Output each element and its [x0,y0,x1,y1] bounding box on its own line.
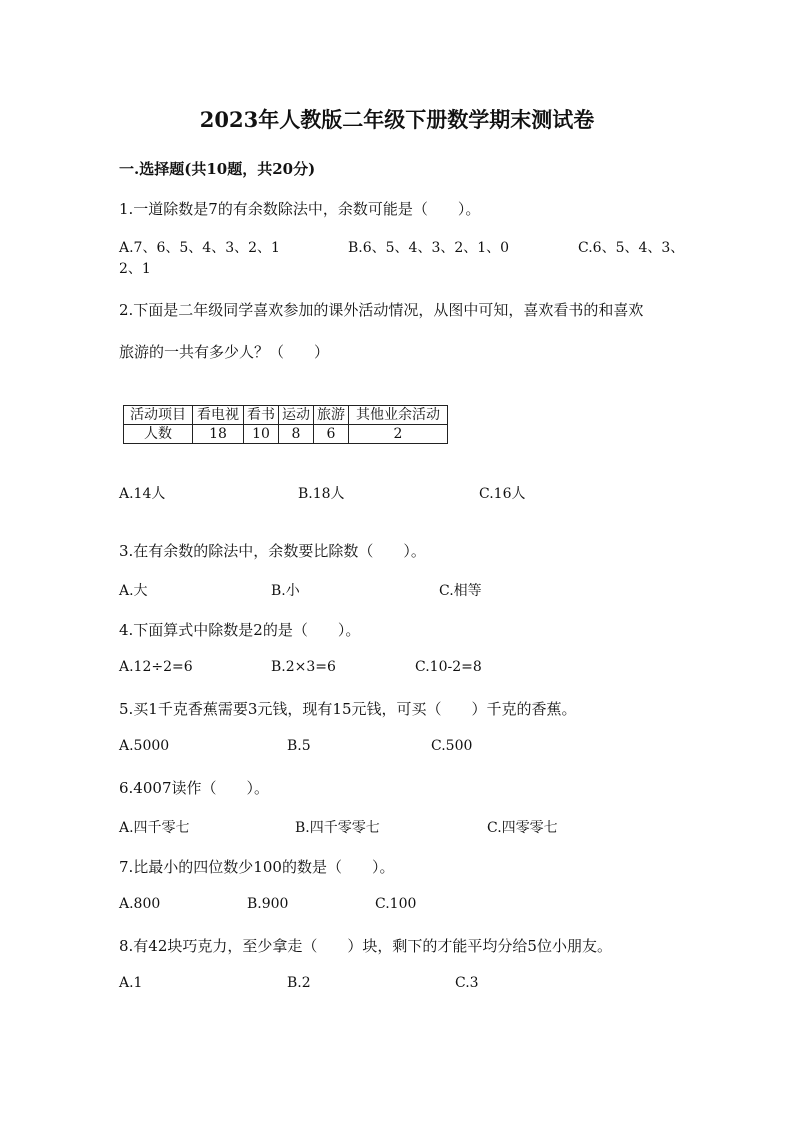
table-header-row [124,406,448,425]
table-cell: 6 [314,425,349,444]
table-header-cell: 看书 [244,406,279,425]
question-2-option-b: B.18人 [298,486,345,502]
question-4-option-b: B.2×3=6 [271,659,336,675]
question-8-option-b: B.2 [287,975,311,991]
question-8: 8.有42块巧克力，至少拿走（ ）块，剩下的才能平均分给5位小朋友。 [119,937,612,955]
question-8-option-c: C.3 [455,975,479,991]
question-7-option-c: C.100 [375,896,417,912]
table-row [124,425,448,444]
question-1: 1.一道除数是7的有余数除法中，余数可能是（ ）。 [119,200,481,218]
question-6-option-c: C.四零零七 [487,820,558,836]
section-heading: 一.选择题(共10题，共20分) [119,160,316,178]
question-7-option-b: B.900 [247,896,289,912]
question-1-option-c-continued: 2、1 [119,261,151,277]
table-cell: 18 [193,425,244,444]
question-2-option-c: C.16人 [479,486,526,502]
table-header-cell: 其他业余活动 [349,406,448,425]
question-3-option-a: A.大 [119,583,148,599]
table-cell: 2 [349,425,448,444]
table-cell: 10 [244,425,279,444]
question-3-option-c: C.相等 [439,583,482,599]
question-7-option-a: A.800 [119,896,161,912]
question-6: 6.4007读作（ ）。 [119,779,269,797]
question-3-option-b: B.小 [271,583,300,599]
question-5-option-c: C.500 [431,738,473,754]
table-header-cell: 看电视 [193,406,244,425]
question-1-option-a: A.7、6、5、4、3、2、1 [119,240,280,256]
question-5-option-b: B.5 [287,738,311,754]
table-header-cell: 活动项目 [124,406,193,425]
question-5-option-a: A.5000 [119,738,170,754]
question-2-option-a: A.14人 [119,486,166,502]
table-cell: 8 [279,425,314,444]
question-2-line-2: 旅游的一共有多少人？（ ） [119,343,330,361]
question-8-option-a: A.1 [119,975,143,991]
table-header-cell: 旅游 [314,406,349,425]
question-6-option-a: A.四千零七 [119,820,190,836]
table-header-cell: 运动 [279,406,314,425]
question-2: 2.下面是二年级同学喜欢参加的课外活动情况，从图中可知，喜欢看书的和喜欢 [119,301,644,319]
question-4: 4.下面算式中除数是2的是（ ）。 [119,621,361,639]
question-5: 5.买1千克香蕉需要3元钱，现有15元钱，可买（ ）千克的香蕉。 [119,700,577,718]
question-1-option-b: B.6、5、4、3、2、1、0 [348,240,510,256]
question-3: 3.在有余数的除法中，余数要比除数（ ）。 [119,542,426,560]
table-cell: 人数 [124,425,193,444]
question-6-option-b: B.四千零零七 [295,820,380,836]
question-1-option-c: C.6、5、4、3、 [578,240,685,256]
page-title: 2023年人教版二年级下册数学期末测试卷 [199,107,595,132]
question-4-option-c: C.10-2=8 [415,659,482,675]
question-7: 7.比最小的四位数少100的数是（ ）。 [119,858,395,876]
activity-table [123,405,448,444]
question-4-option-a: A.12÷2=6 [119,659,193,675]
